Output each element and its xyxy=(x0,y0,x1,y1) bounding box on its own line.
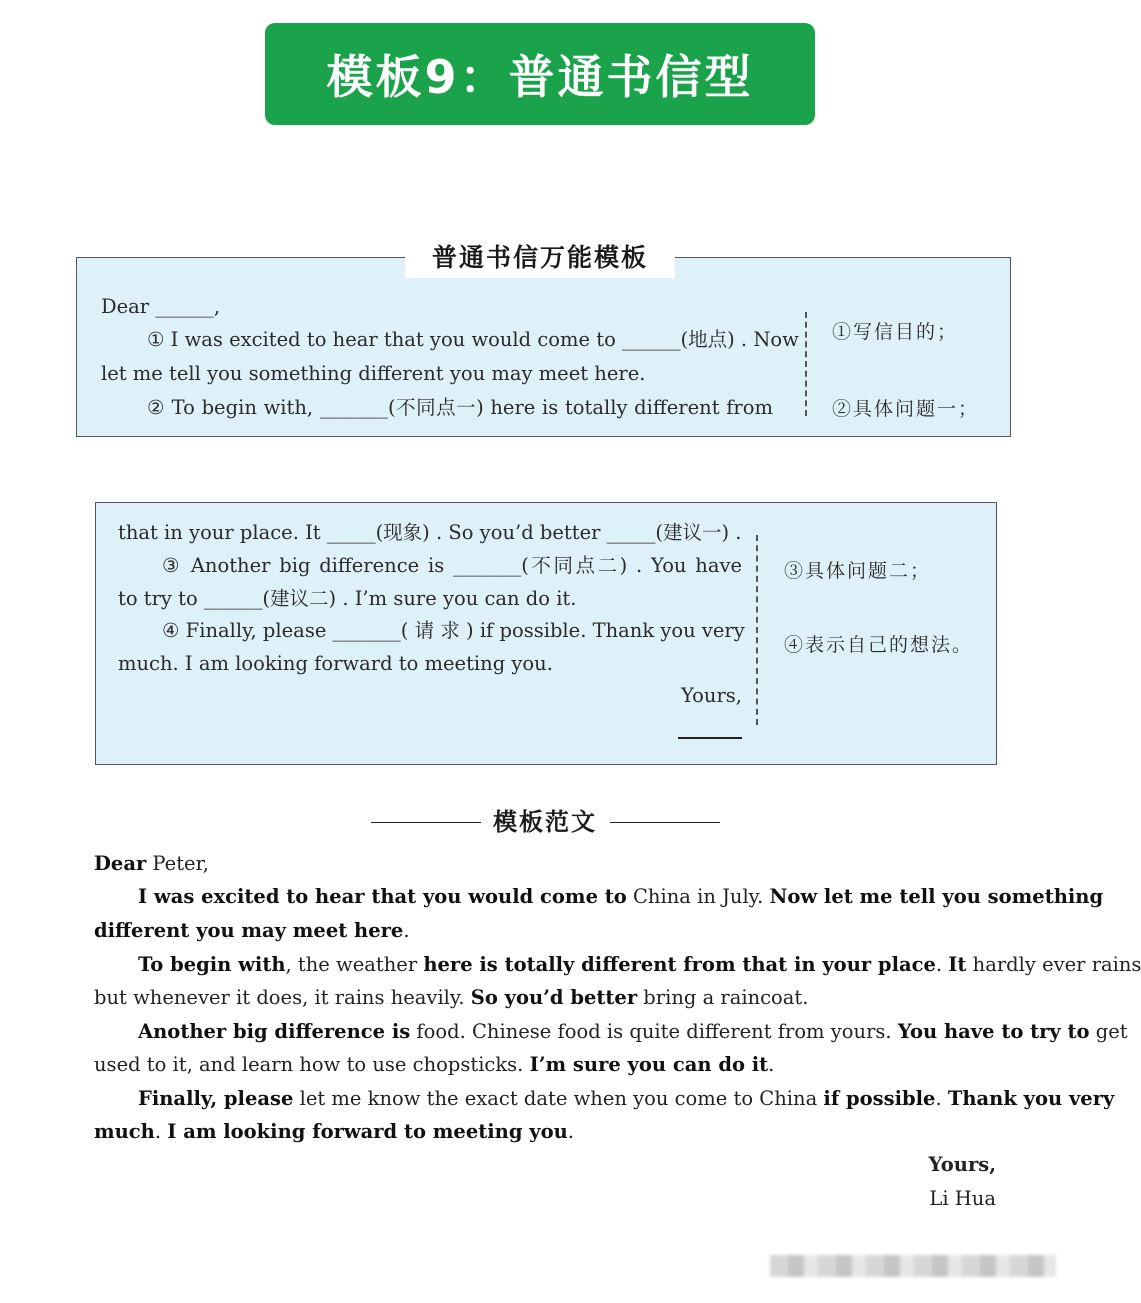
essay-signature: Li Hua xyxy=(929,1187,996,1210)
essay-bold-text: I was excited to hear that you would come to xyxy=(138,885,627,908)
dashed-divider xyxy=(756,535,758,725)
template-line: much. I am looking forward to meeting you. xyxy=(118,652,553,675)
template-line: that in your place. It _____(现象) . So you’d better _____(建议一) . xyxy=(118,521,742,544)
essay-salutation xyxy=(94,852,209,876)
note-purpose: ①写信目的； xyxy=(832,321,959,343)
template-line: ④ Finally, please _______( 请 求 ) if possible. Thank you very xyxy=(162,619,745,642)
essay-text: China in July. xyxy=(626,885,770,908)
essay-text: get xyxy=(1089,1020,1128,1043)
template-closing: Yours, xyxy=(680,684,742,707)
essay-bold-text: Dear xyxy=(94,852,147,875)
essay-bold-text: I am looking forward to meeting you xyxy=(167,1120,568,1143)
essay-bold-text: much xyxy=(94,1120,155,1143)
essay-text: . xyxy=(935,1087,948,1110)
essay-line xyxy=(94,986,808,1010)
essay-bold-text: Finally, please xyxy=(138,1087,294,1110)
blurred-watermark xyxy=(770,1255,1056,1277)
essay-bold-text: So you’d better xyxy=(470,986,638,1009)
essay-bold-text: I’m sure you can do it xyxy=(529,1053,769,1076)
essay-text: . xyxy=(935,953,949,976)
essay-text: . xyxy=(154,1120,168,1143)
essay-bold-text: here is totally different from that in your place xyxy=(423,953,936,976)
essay-bold-text: Another big difference is xyxy=(138,1020,411,1043)
essay-line xyxy=(94,1053,774,1077)
essay-line xyxy=(94,1120,574,1144)
note-issue-one: ②具体问题一； xyxy=(832,398,980,420)
essay-line xyxy=(138,1020,1128,1044)
essay-bold-text: You have to try to xyxy=(897,1020,1090,1043)
dashed-divider xyxy=(805,312,807,416)
essay-text: used to it, and learn how to use chopsticks. xyxy=(94,1053,530,1076)
template-box-title: 普通书信万能模板 xyxy=(405,238,675,278)
essay-text: . xyxy=(403,919,410,942)
template-line: to try to ______(建议二) . I’m sure you can do it. xyxy=(118,587,577,610)
note-own-idea: ④表示自己的想法。 xyxy=(784,634,974,656)
essay-bold-text: Now let me tell you something xyxy=(769,885,1104,908)
essay-text: let me know the exact date when you come to China xyxy=(293,1087,824,1110)
essay-line xyxy=(94,919,410,943)
essay-text: hardly ever rains xyxy=(966,953,1141,976)
sample-section-title: 模板范文 xyxy=(493,808,597,836)
essay-line xyxy=(138,953,1141,977)
essay-text: but whenever it does, it rains heavily. xyxy=(94,986,471,1009)
note-issue-two: ③具体问题二； xyxy=(784,560,932,582)
essay-text: bring a raincoat. xyxy=(637,986,809,1009)
essay-text: . xyxy=(567,1120,574,1143)
essay-line xyxy=(138,885,1104,909)
template-line: let me tell you something different you may meet here. xyxy=(101,362,646,385)
template-line: ③ Another big difference is _______(不同点二) . You have xyxy=(162,554,742,577)
essay-bold-text: different you may meet here xyxy=(94,919,404,942)
page-banner: 模板9：普通书信型 xyxy=(265,23,815,125)
essay-closing: Yours, xyxy=(928,1153,996,1176)
essay-text: . xyxy=(768,1053,775,1076)
template-line: ② To begin with, _______(不同点一) here is totally different from xyxy=(147,396,773,419)
template-line-salutation: Dear ______, xyxy=(101,295,221,318)
signature-blank xyxy=(678,737,742,739)
essay-text: food. Chinese food is quite different from yours. xyxy=(410,1020,898,1043)
essay-bold-text: It xyxy=(948,953,967,976)
essay-bold-text: To begin with xyxy=(138,953,286,976)
section-rule-left xyxy=(371,822,481,823)
essay-bold-text: if possible xyxy=(823,1087,936,1110)
template-line: ① I was excited to hear that you would come to ______(地点) . Now xyxy=(147,328,799,351)
section-rule-right xyxy=(610,822,720,823)
essay-text: , the weather xyxy=(285,953,424,976)
essay-text: Peter, xyxy=(146,852,209,875)
essay-bold-text: Thank you very xyxy=(947,1087,1115,1110)
essay-line xyxy=(138,1087,1115,1111)
